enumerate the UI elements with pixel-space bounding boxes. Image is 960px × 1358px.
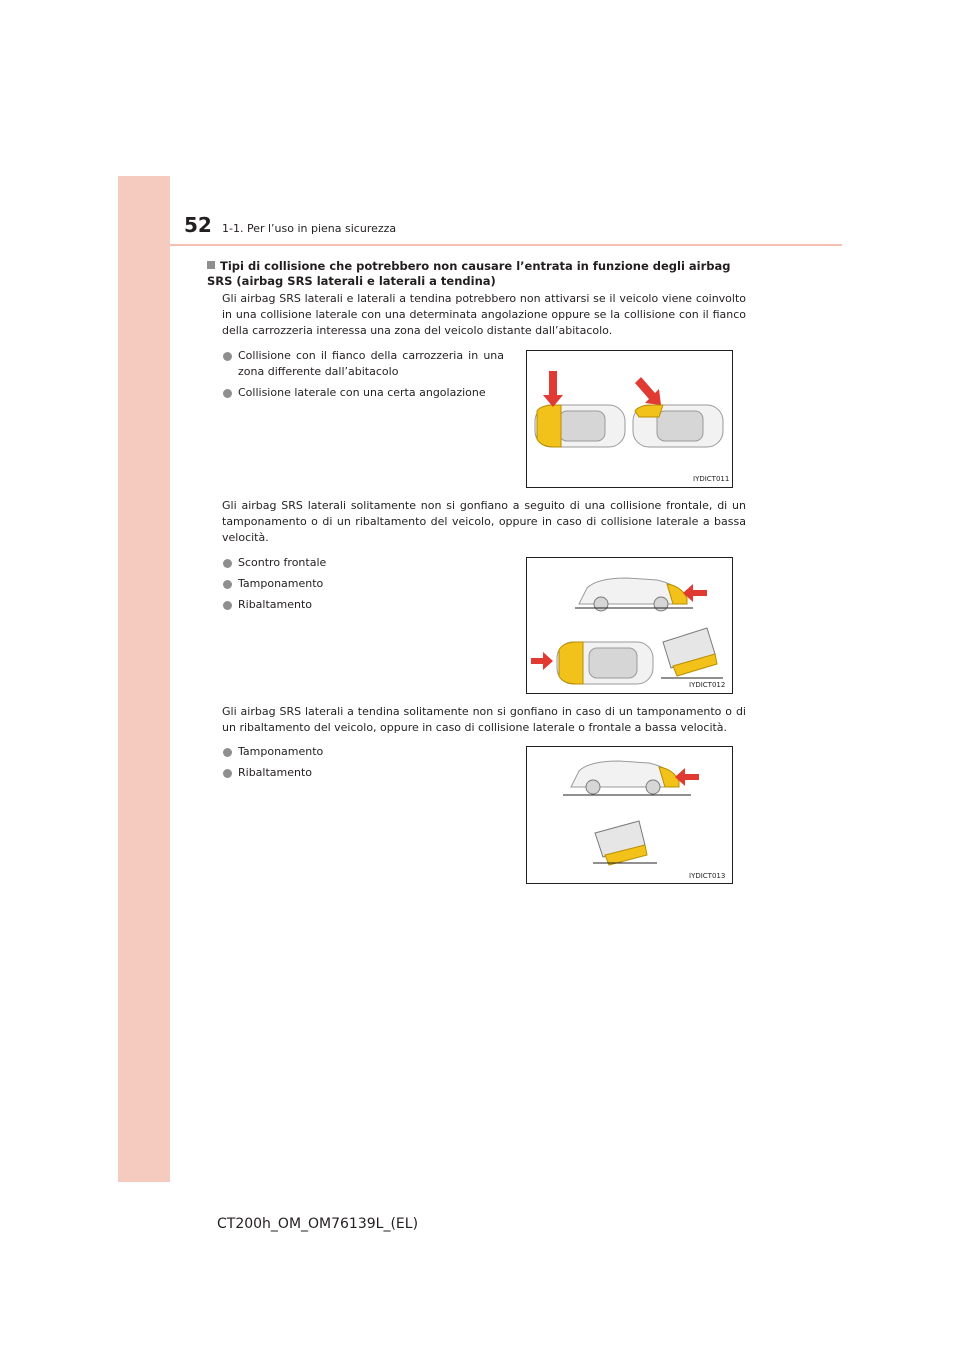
car-top-view-icon: [633, 405, 723, 447]
figure-rear-rollover: [526, 746, 733, 884]
car-top-view-icon: [535, 405, 625, 447]
list-item: Ribaltamento: [222, 597, 504, 613]
car-rollover-icon: [661, 628, 723, 678]
arrow-icon: [543, 371, 563, 407]
list-item: Scontro frontale: [222, 555, 504, 571]
page-number: 52: [184, 213, 212, 237]
car-top-view-icon: [557, 642, 653, 684]
front-rear-rollover-illustration: [527, 558, 732, 693]
arrow-icon: [635, 377, 661, 405]
subsection-heading: [207, 259, 752, 289]
figure-side-collision: [526, 350, 733, 488]
figure-front-rear-rollover: [526, 557, 733, 694]
bullet-list-2: [222, 555, 504, 618]
document-code: CT200h_OM_OM76139L_(EL): [217, 1216, 419, 1232]
paragraph-2: Gli airbag SRS laterali solitamente non si gonfiano a seguito di una collisione frontale, di un tamponamento o di un ribaltamento del veicolo, oppure in caso di collisione laterale a bassa velocità.: [222, 499, 746, 544]
list-item: Collisione laterale con una certa angolazione: [222, 385, 504, 401]
bullet-list-3: [222, 744, 504, 786]
figure-id: IYDICT011: [693, 475, 730, 483]
bullet-list-1: [222, 348, 504, 406]
list-item: Tamponamento: [222, 744, 504, 760]
car-side-view-icon: [575, 578, 693, 611]
paragraph-3: Gli airbag SRS laterali a tendina solitamente non si gonfiano in caso di un tamponamento o di un ribaltamento del veicolo, oppure in caso di collisione laterale o frontale a bassa velocità.: [222, 705, 746, 734]
car-rollover-icon: [593, 821, 657, 865]
figure-id: IYDICT012: [689, 681, 726, 689]
list-item: Tamponamento: [222, 576, 504, 592]
subsection-heading-text: Tipi di collisione che potrebbero non causare l’entrata in funzione degli airbag SRS (airbag SRS laterali e laterali a tendina): [207, 259, 731, 288]
paragraph-1: Gli airbag SRS laterali e laterali a tendina potrebbero non attivarsi se il veicolo viene coinvolto in una collisione laterale con una determinata angolazione oppure se la collisione con il fianco della carrozzeria interessa una zona del veicolo distante dall’abitacolo.: [222, 292, 746, 337]
section-title: 1-1. Per l’uso in piena sicurezza: [222, 222, 397, 235]
sidebar-tab: [118, 176, 170, 1182]
arrow-icon: [531, 652, 553, 670]
side-collision-illustration: [527, 351, 732, 487]
square-bullet-icon: [207, 261, 215, 269]
rear-rollover-illustration: [527, 747, 732, 883]
figure-id: IYDICT013: [689, 872, 726, 880]
list-item: Collisione con il fianco della carrozzeria in una zona differente dall’abitacolo: [222, 348, 504, 380]
header-divider: [170, 244, 842, 246]
car-side-view-icon: [563, 761, 691, 795]
list-item: Ribaltamento: [222, 765, 504, 781]
